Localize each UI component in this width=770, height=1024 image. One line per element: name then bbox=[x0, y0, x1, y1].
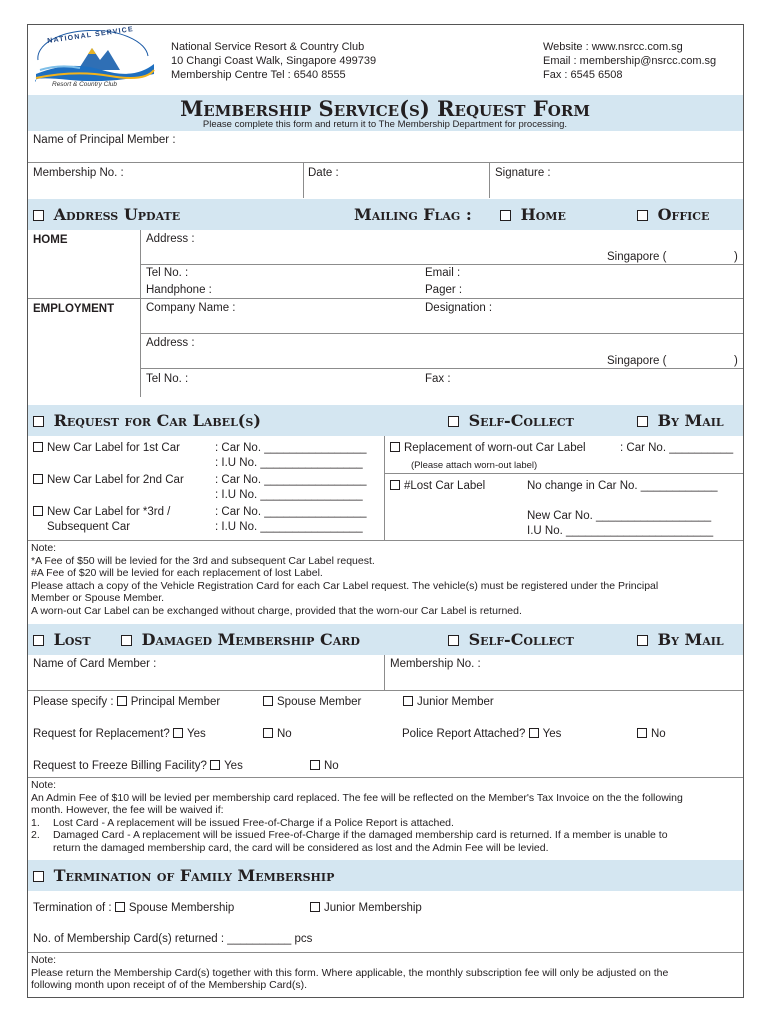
new-car-label-1st-option[interactable] bbox=[33, 442, 180, 454]
checkbox[interactable] bbox=[403, 696, 413, 706]
note-line: A worn-out Car Label can be exchanged without charge, provided that the worn-our Car Label is returned. bbox=[31, 604, 522, 617]
checkbox[interactable] bbox=[210, 760, 220, 770]
new-car-no-field[interactable]: New Car No. __________________ bbox=[527, 510, 712, 522]
car-by-mail-label: By Mail bbox=[657, 411, 724, 430]
car-self-collect-option[interactable] bbox=[448, 411, 574, 430]
form-subtitle: Please complete this form and return it to The Membership Department for processing. bbox=[202, 119, 568, 130]
police-yes-option[interactable]: Yes bbox=[542, 728, 562, 740]
car-by-mail-option[interactable] bbox=[637, 411, 724, 430]
new-car-label-2nd-text: New Car Label for 2nd Car bbox=[47, 474, 184, 486]
lost-card-option[interactable] bbox=[33, 630, 91, 649]
mailing-home-option[interactable] bbox=[500, 205, 566, 224]
note-line: following month upon receipt of of the Membership Card(s). bbox=[31, 979, 308, 991]
org-street: 10 Changi Coast Walk, Singapore 499739 bbox=[171, 55, 377, 67]
spouse-member-option[interactable] bbox=[263, 696, 361, 708]
address-update-option[interactable] bbox=[33, 205, 180, 224]
checkbox[interactable] bbox=[263, 696, 273, 706]
new-car-label-2nd-option[interactable] bbox=[33, 474, 184, 486]
divider bbox=[28, 298, 743, 299]
checkbox[interactable] bbox=[33, 416, 44, 427]
checkbox[interactable] bbox=[33, 474, 43, 484]
checkbox[interactable] bbox=[390, 480, 400, 490]
car-no-1-field[interactable]: : Car No. ________________ bbox=[215, 442, 367, 454]
subsequent-car-text: Subsequent Car bbox=[47, 521, 131, 533]
note-line: Note: bbox=[31, 542, 57, 554]
list-text: return the damaged membership card, the card will be considered as lost and the Admin Fee will be levied. bbox=[53, 841, 549, 854]
paren: ) bbox=[734, 251, 738, 263]
office-tel-label: Tel No. : bbox=[146, 373, 189, 385]
card-by-mail-label: By Mail bbox=[657, 630, 724, 649]
termination-title: Termination of Family Membership bbox=[53, 866, 335, 885]
pager-label: Pager : bbox=[425, 284, 463, 296]
junior-membership-text: Junior Membership bbox=[324, 902, 422, 914]
iu-no-1-field[interactable]: : I.U No. ________________ bbox=[215, 457, 363, 469]
list-number: 1. bbox=[31, 816, 40, 829]
specify-text: Please specify : bbox=[33, 696, 114, 708]
replacement-worn-text: Replacement of worn-out Car Label bbox=[404, 442, 586, 454]
lost-card-label: Lost bbox=[53, 630, 91, 649]
termination-notes bbox=[31, 954, 668, 992]
car-no-2-field[interactable]: : Car No. ________________ bbox=[215, 474, 367, 486]
divider bbox=[384, 655, 385, 690]
termination-option[interactable] bbox=[33, 866, 334, 885]
office-address-label: Address : bbox=[146, 337, 195, 349]
org-contacts bbox=[543, 40, 716, 82]
specify-label bbox=[33, 696, 220, 708]
checkbox[interactable] bbox=[637, 728, 647, 738]
checkbox[interactable] bbox=[263, 728, 273, 738]
checkbox[interactable] bbox=[310, 760, 320, 770]
handphone-label: Handphone : bbox=[146, 284, 212, 296]
replacement-yes-option[interactable]: Yes bbox=[187, 728, 206, 740]
card-member-name-label: Name of Card Member : bbox=[33, 658, 157, 670]
divider bbox=[140, 368, 743, 369]
home-singapore-label: Singapore ( bbox=[607, 251, 667, 263]
checkbox[interactable] bbox=[448, 416, 459, 427]
no-change-car-no-field[interactable]: No change in Car No. ____________ bbox=[527, 480, 718, 492]
card-self-collect-option[interactable] bbox=[448, 630, 574, 649]
replacement-worn-option[interactable] bbox=[390, 442, 586, 454]
note-list-item bbox=[31, 842, 683, 855]
membership-no-label: Membership No. : bbox=[33, 167, 124, 179]
divider bbox=[28, 777, 743, 778]
checkbox[interactable] bbox=[33, 506, 43, 516]
checkbox[interactable] bbox=[117, 696, 127, 706]
termination-of-label bbox=[33, 902, 234, 914]
email-label: Email : bbox=[425, 267, 461, 279]
fax-text: Fax : 6545 6508 bbox=[543, 69, 623, 81]
divider bbox=[28, 952, 743, 953]
date-label: Date : bbox=[308, 167, 339, 179]
note-line: An Admin Fee of $10 will be levied per membership card replaced. The fee will be reflected on the Member's Tax Invoice on the the following bbox=[31, 791, 683, 804]
checkbox[interactable] bbox=[115, 902, 125, 912]
logo-text-bottom: Resort & Country Club bbox=[52, 81, 118, 88]
note-line: Note: bbox=[31, 779, 57, 791]
address-update-title: Address Update bbox=[53, 205, 181, 224]
checkbox[interactable] bbox=[310, 902, 320, 912]
car-no-3-field[interactable]: : Car No. ________________ bbox=[215, 506, 367, 518]
damaged-card-label: Damaged Membership Card bbox=[141, 630, 360, 649]
card-by-mail-option[interactable] bbox=[637, 630, 724, 649]
employment-label: EMPLOYMENT bbox=[33, 303, 115, 315]
replacement-car-no-field[interactable]: : Car No. __________ bbox=[620, 442, 734, 454]
home-tel-label: Tel No. : bbox=[146, 267, 189, 279]
card-self-collect-label: Self-Collect bbox=[468, 630, 574, 649]
spouse-membership-option[interactable]: Spouse Membership bbox=[128, 902, 235, 914]
home-label: HOME bbox=[33, 234, 68, 246]
note-line: Please return the Membership Card(s) together with this form. Where applicable, the monthly subscription fee will only be adjusted on the bbox=[31, 966, 669, 979]
new-car-label-1st-text: New Car Label for 1st Car bbox=[47, 442, 180, 454]
office-singapore-label: Singapore ( bbox=[607, 355, 667, 367]
checkbox[interactable] bbox=[500, 210, 511, 221]
lost-car-label-text: #Lost Car Label bbox=[404, 480, 486, 492]
lost-car-label-option[interactable] bbox=[390, 480, 485, 492]
divider bbox=[140, 230, 141, 397]
iu-no-2-field[interactable]: : I.U No. ________________ bbox=[215, 489, 363, 501]
checkbox[interactable] bbox=[637, 635, 648, 646]
principal-member-label: Name of Principal Member : bbox=[33, 134, 176, 146]
note-line: *A Fee of $50 will be levied for the 3rd and subsequent Car Label request. bbox=[31, 554, 375, 567]
police-report-question bbox=[402, 728, 561, 740]
cards-returned-field[interactable]: No. of Membership Card(s) returned : __________ pcs bbox=[33, 933, 313, 945]
checkbox[interactable] bbox=[33, 210, 44, 221]
replacement-question-text: Request for Replacement? bbox=[33, 728, 170, 740]
email-text: Email : membership@nsrcc.com.sg bbox=[543, 55, 717, 67]
note-line: #A Fee of $20 will be levied for each replacement of lost Label. bbox=[31, 567, 323, 579]
new-car-label-3rd-text: New Car Label for *3rd / bbox=[47, 506, 171, 518]
checkbox[interactable] bbox=[173, 728, 183, 738]
paren: ) bbox=[734, 355, 738, 367]
principal-member-option[interactable]: Principal Member bbox=[130, 696, 221, 708]
junior-membership-option[interactable] bbox=[310, 902, 422, 914]
junior-member-option[interactable] bbox=[403, 696, 494, 708]
designation-label: Designation : bbox=[425, 302, 493, 314]
divider bbox=[28, 540, 743, 541]
note-line: Note: bbox=[31, 954, 57, 966]
police-report-text: Police Report Attached? bbox=[402, 728, 526, 740]
checkbox[interactable] bbox=[121, 635, 132, 646]
car-self-collect-label: Self-Collect bbox=[468, 411, 574, 430]
website-text: Website : www.nsrcc.com.sg bbox=[543, 41, 683, 53]
divider bbox=[140, 264, 743, 265]
divider bbox=[489, 162, 490, 198]
note-line: Please attach a copy of the Vehicle Registration Card for each Car Label request. The vehicle(s) must be registered under the Principal bbox=[31, 579, 659, 592]
freeze-billing-question bbox=[33, 760, 243, 772]
home-address-label: Address : bbox=[146, 233, 195, 245]
new-car-label-3rd-option[interactable] bbox=[33, 506, 170, 518]
logo-text-top: NATIONAL SERVICE bbox=[46, 25, 135, 46]
checkbox[interactable] bbox=[529, 728, 539, 738]
note-line: Member or Spouse Member. bbox=[31, 592, 165, 604]
list-text: Lost Card - A replacement will be issued Free-of-Charge if a Police Report is attached. bbox=[53, 816, 454, 829]
divider bbox=[28, 690, 743, 691]
list-text: Damaged Card - A replacement will be issued Free-of-Charge if the damaged membership card is returned. If a member is unable to bbox=[53, 829, 668, 841]
car-notes bbox=[31, 542, 658, 617]
mailing-office-label: Office bbox=[657, 205, 710, 224]
divider bbox=[28, 162, 743, 163]
note-list-item bbox=[31, 829, 683, 842]
org-tel: Membership Centre Tel : 6540 8555 bbox=[171, 69, 346, 81]
new-iu-no-field[interactable]: I.U No. _______________________ bbox=[527, 525, 714, 537]
police-no-text: No bbox=[651, 728, 666, 740]
checkbox[interactable] bbox=[637, 416, 648, 427]
divider bbox=[140, 333, 743, 334]
card-membership-no-label: Membership No. : bbox=[390, 658, 481, 670]
replacement-question bbox=[33, 728, 206, 740]
attach-label-note: (Please attach worn-out label) bbox=[411, 460, 538, 471]
iu-no-3-field[interactable]: : I.U No. ________________ bbox=[215, 521, 363, 533]
checkbox[interactable] bbox=[448, 635, 459, 646]
checkbox[interactable] bbox=[390, 442, 400, 452]
car-label-title: Request for Car Label(s) bbox=[53, 411, 261, 430]
car-label-request-option[interactable] bbox=[33, 411, 261, 430]
divider bbox=[384, 436, 385, 540]
divider bbox=[384, 473, 743, 474]
freeze-yes-option[interactable]: Yes bbox=[224, 760, 243, 772]
junior-member-text: Junior Member bbox=[417, 696, 494, 708]
org-address bbox=[171, 40, 376, 82]
checkbox[interactable] bbox=[33, 442, 43, 452]
org-name: National Service Resort & Country Club bbox=[171, 41, 365, 53]
signature-label: Signature : bbox=[495, 167, 551, 179]
checkbox[interactable] bbox=[33, 635, 44, 646]
mailing-home-label: Home bbox=[520, 205, 566, 224]
termination-of-text: Termination of : bbox=[33, 902, 112, 914]
company-name-label: Company Name : bbox=[146, 302, 236, 314]
office-fax-label: Fax : bbox=[425, 373, 451, 385]
spouse-member-text: Spouse Member bbox=[277, 696, 362, 708]
note-list-item bbox=[31, 817, 683, 830]
mailing-flag-label: Mailing Flag : bbox=[354, 205, 472, 224]
list-number: 2. bbox=[31, 829, 40, 841]
checkbox[interactable] bbox=[33, 871, 44, 882]
freeze-billing-text: Request to Freeze Billing Facility? bbox=[33, 760, 207, 772]
police-no-option[interactable] bbox=[637, 728, 666, 740]
replacement-no-text: No bbox=[277, 728, 292, 740]
freeze-no-option[interactable] bbox=[310, 760, 339, 772]
checkbox[interactable] bbox=[637, 210, 648, 221]
note-line: month. However, the fee will be waived if: bbox=[31, 804, 224, 816]
damaged-card-option[interactable] bbox=[121, 630, 360, 649]
form-title: Membership Service(s) Request Form bbox=[180, 96, 590, 121]
card-notes bbox=[31, 779, 683, 854]
freeze-no-text: No bbox=[324, 760, 339, 772]
divider bbox=[303, 162, 304, 198]
mailing-office-option[interactable] bbox=[637, 205, 709, 224]
replacement-no-option[interactable] bbox=[263, 728, 292, 740]
